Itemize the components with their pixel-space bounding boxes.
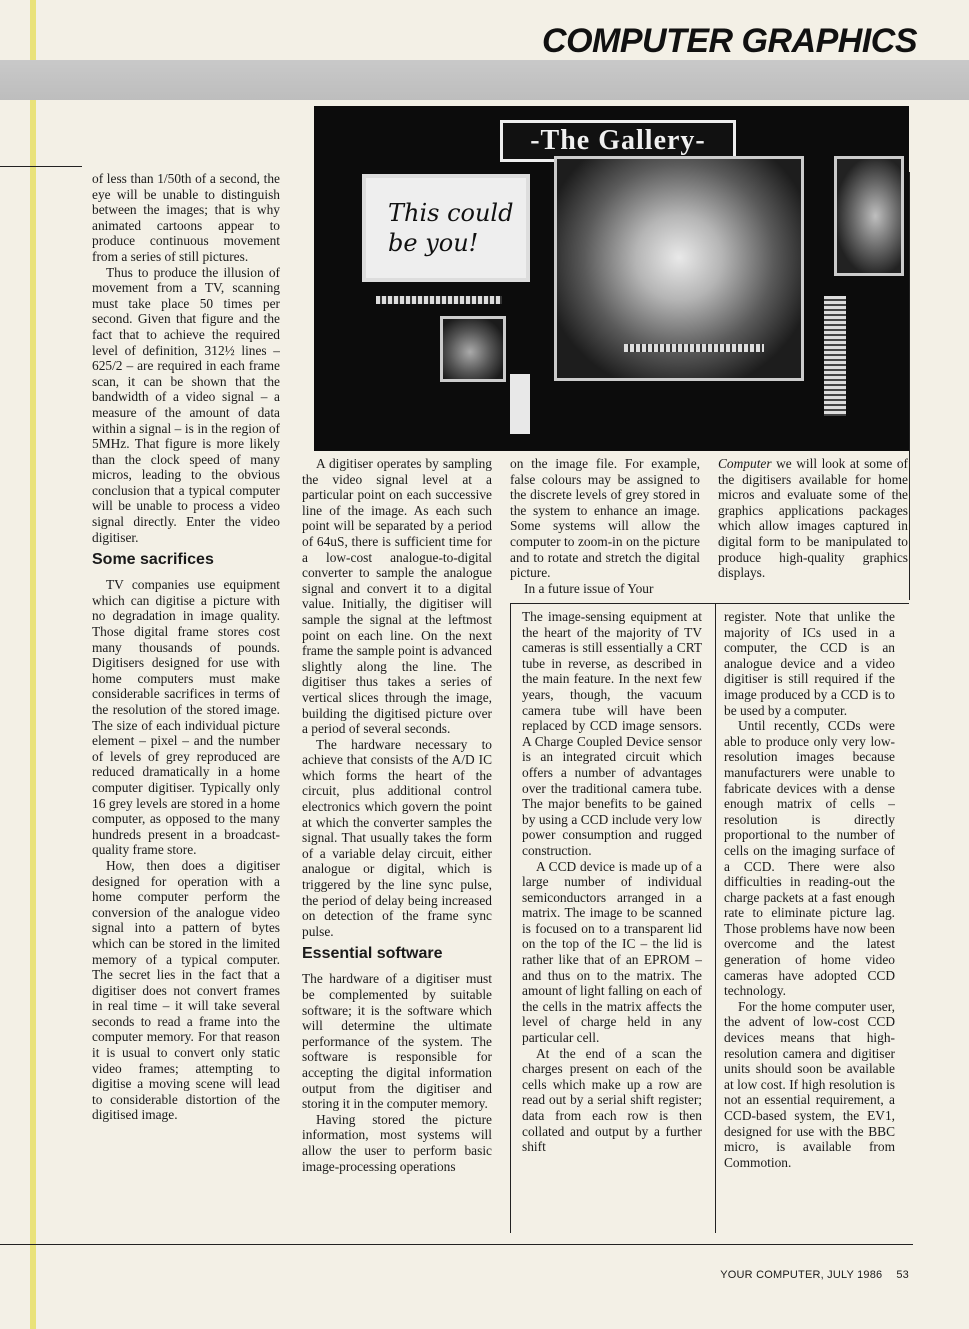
box-left-paragraph: At the end of a scan the charges present on each of the cells which make up a row are read out by a serial shift register; data from each row is then collated and output by a further shift: [522, 1045, 702, 1155]
footer-rule: [0, 1244, 913, 1245]
portrait-caption-strip: [624, 344, 764, 352]
box-divider-rule: [715, 603, 716, 1233]
page-edge-highlight: [30, 0, 36, 1329]
col2-paragraph: The hardware of a digitiser must be complemented by suitable software; it is the software which will determine the ultimate performance of the system. The software is responsible for accepting the digital information output from the digitiser and storing it in the computer memory.: [302, 971, 492, 1112]
gallery-frame-text: [362, 174, 530, 282]
box-left-paragraph: The image-sensing equipment at the heart of the majority of TV cameras is still essentially a CRT tube in reverse, as described in the main feature. In the next few years, though, the vacuum camera tube will have been replaced by CCD image sensors. A Charge Coupled Device sensor is an integrated circuit which offers a number of advantages over the traditional camera tube. The major benefits to be gained by using a CCD include very low power consumption and rugged construction.: [522, 609, 702, 858]
page-footer: [720, 1269, 909, 1281]
small-portrait-frame: [440, 316, 506, 382]
article-column-3: [510, 456, 700, 596]
article-column-1: [92, 171, 280, 1243]
footer-magazine: YOUR COMPUTER, JULY 1986: [720, 1269, 883, 1281]
box-column-right: [724, 609, 895, 1233]
subheading-essential-software: Essential software: [302, 945, 443, 963]
frame-caption-strip: [376, 296, 502, 304]
gallery-banner: -The Gallery-: [500, 120, 736, 162]
magazine-name-italic: Computer: [718, 456, 772, 471]
col1-paragraph: How, then does a digitiser designed for operation with a home computer perform the conversion of the analogue video signal into a pattern of bytes which can be stored in the limited memory of a typical computer. The secret lies in the fact that a digitiser does not convert frames in real time – it will take several seconds to read a frame into the computer memory. For that reason it is usual to convert only static video frames; attempting to digitise a moving scene will lead to considerable distortion of the digitised image.: [92, 857, 280, 1123]
col3-paragraph: on the image file. For example, false colours may be assigned to the discrete levels of grey stored in the system to enhance an image. Some systems will allow the computer to zoom-in on the picture and to rotate and stretch the digital picture.: [510, 456, 700, 581]
box-right-paragraph: For the home computer user, the advent of low-cost CCD devices means that high-resolution camera and digitiser units should soon be available at low cost. If high resolution is not an essential requirement, a CCD-based system, the EV1, designed for use with the BBC micro, is available from Commotion.: [724, 998, 895, 1170]
col4-paragraph-text: we will look at some of the digitisers available for home micros and evaluate some of the graphics applications packages which allow images captured in digital form to be manipulated to produce high-quality graphics displays.: [718, 456, 908, 581]
photo-side-rule: [909, 172, 910, 600]
col3-paragraph: In a future issue of Your: [524, 580, 654, 596]
box-top-rule: [510, 603, 909, 604]
col2-paragraph: The hardware necessary to achieve that consists of the A/D IC which forms the heart of the circuit, plus additional control electronics which govern the point at which the converter samples the signal. That usually takes the form of a variable delay circuit, either analogue or digital, which is triggered by the line sync pulse, the period of delay being increased on detection of the frame sync pulse.: [302, 736, 492, 939]
right-portrait-frame: [834, 156, 904, 276]
box-right-paragraph: register. Note that unlike the majority of ICs used in a computer, the CCD is an analogue device and a video digitiser is still required if the image produced by a CCD is to be used by a computer.: [724, 609, 895, 718]
sprite-figure-right: [824, 296, 846, 416]
frame-text-line-2: be you!: [388, 229, 479, 257]
col4-paragraph: [718, 456, 908, 581]
box-column-left: [522, 609, 702, 1233]
frame-text-line-1: This could: [388, 199, 514, 227]
col2-paragraph: A digitiser operates by sampling the video signal level at a particular point on each successive line of the image. As each such point will be separated by a period of 64uS, there is sufficient time for a low-cost analogue-to-digital converter to sample the analogue signal and convert it to a digital value. Initially, the digitiser will sample the signal at the leftmost point on each line. On the next frame the sample point is advanced slightly along the line. The digitiser thus takes a series of vertical slices through the image, building the digitised picture over a period of several seconds.: [302, 456, 492, 737]
col1-paragraph: Thus to produce the illusion of movement from a TV, scanning must take place 50 times per second. Given that figure and the fact that to achieve the required level of definition, 312½ lines –625/2 – are required in each frame scan, it can be shown that the bandwidth of a video signal – a measure of the amount of data within a signal – is in the region of 5MHz. That figure is more likely than the clock speed of many micros, leading to the obvious conclusion that a typical computer will be unable to process a video signal directly. Enter the video digitiser.: [92, 264, 280, 545]
article-column-2: [302, 456, 492, 1243]
article-column-4: [718, 456, 908, 596]
col1-paragraph: TV companies use equipment which can digitise a picture with no degradation in image quality. Those digital frame stores cost many thousands of pounds. Digitisers designed for use with home computers must make considerable sacrifices in terms of the resolution of the stored image. The size of each individual picture element – pixel – and the number of levels of grey reproduced are reduced dramatically in a home computer digitiser. Typically only 16 grey levels are stored in a home computer, as opposed to the many hundreds present in a broadcast-quality frame store.: [92, 577, 280, 858]
col1-paragraph: of less than 1/50th of a second, the eye will be unable to distinguish between the images; that is why animated cartoons appear to produce continuous movement from a series of still pictures.: [92, 171, 280, 264]
subheading-some-sacrifices: Some sacrifices: [92, 551, 214, 569]
top-left-rule: [0, 166, 82, 167]
gallery-photo: [314, 106, 909, 451]
header-band: [0, 60, 969, 100]
col2-paragraph: Having stored the picture information, most systems will allow the user to perform basic image-processing operations: [302, 1111, 492, 1174]
box-left-paragraph: A CCD device is made up of a large number of individual semiconductors arranged in a matrix. The image to be scanned is focused on to a transparent lid on the top of the IC – the lid is rather like that of an EPROM – and thus on to the matrix. The amount of light falling on each of the cells in the matrix affects the level of charge held in any particular cell.: [522, 858, 702, 1046]
section-title: COMPUTER GRAPHICS: [542, 22, 917, 60]
page-number: 53: [896, 1269, 909, 1281]
box-left-rule: [510, 603, 511, 1233]
sprite-figure-left: [510, 374, 530, 434]
box-right-paragraph: Until recently, CCDs were able to produce only very low-resolution images because manufacturers were unable to fabricate devices with a dense enough matrix of cells – resolution is directly proportional to the number of cells on the imaging surface of a CCD. There were also difficulties in reading-out the charge packets at a fast enough rate to eliminate picture lag. Those problems have now been overcome and the latest generation of home video cameras have adopted CCD technology.: [724, 718, 895, 999]
